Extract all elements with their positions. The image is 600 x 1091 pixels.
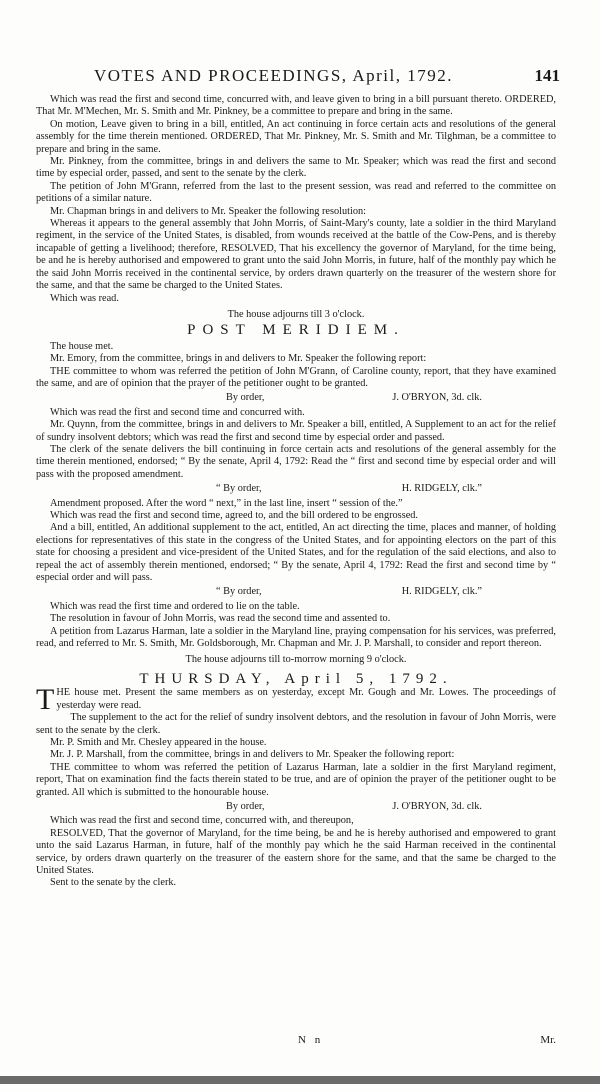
section-heading-post-meridiem: POST MERIDIEM. bbox=[187, 322, 405, 339]
catchword: Mr. bbox=[540, 1034, 556, 1046]
bottom-edge-shadow bbox=[0, 1076, 600, 1084]
report-paragraph: THE committee to whom was referred the petition of John M'Grann, of Caroline county, report, that they have examined the same, and are of opinion that the prayer of the petitioner ought to be granted. bbox=[36, 365, 556, 389]
paragraph: The resolution in favour of John Morris, was read the second time and assented to. bbox=[50, 613, 391, 625]
paragraph: Which was read. bbox=[50, 292, 119, 304]
signature-line bbox=[36, 586, 556, 598]
by-order-label: “ By order, bbox=[216, 483, 262, 495]
paragraph: Mr. J. P. Marshall, from the committee, brings in and delivers to Mr. Speaker the following report: bbox=[50, 749, 455, 761]
paragraph: The house met. bbox=[50, 340, 114, 352]
page-header bbox=[60, 66, 560, 88]
paragraph: The clerk of the senate delivers the bill continuing in force certain acts and resolutions of the general assembly for the time therein mentioned, endorsed; “ By the senate, April 4, 1792: Read the “ first and second time by especial order and will pass with the proposed amendment. bbox=[36, 443, 556, 480]
paragraph: Which was read the first time and ordered to lie on the table. bbox=[50, 600, 300, 612]
paragraph: Mr. Pinkney, from the committee, brings in and delivers the same to Mr. Speaker; which was read the first and second time by especial order, passed, and sent to the senate by the clerk. bbox=[36, 156, 556, 180]
paragraph: A petition from Lazarus Harman, late a soldier in the Maryland line, praying compensation for his services, was preferred, read, and referred to Mr. S. Smith, Mr. Goldsborough, Mr. Chapman and Mr. J. P. Marshall, to consider and report thereon. bbox=[36, 625, 556, 650]
clerk-name: J. O'BRYON, 3d. clk. bbox=[392, 392, 482, 404]
paragraph: And a bill, entitled, An additional supplement to the act, entitled, An act directing the time, places and manner, of holding elections for representatives of this state in the congress of the United States, and for appointing electors on the part of this state for choosing a president and vice-president of the United States, and for the regulation of the said elections, and also to repeal the act of assembly therein mentioned, endorsed; “ By the senate, April 4, 1792: Read the first and second time by “ especial order and will pass. bbox=[36, 522, 556, 584]
paragraph: Which was read the first and second time, agreed to, and the bill ordered to be engrossed. bbox=[50, 510, 418, 521]
paragraph: Mr. P. Smith and Mr. Chesley appeared in the house. bbox=[50, 736, 267, 748]
clerk-name: H. RIDGELY, clk.” bbox=[401, 483, 482, 495]
paragraph: Amendment proposed. After the word “ next,” in the last line, insert “ session of the.” bbox=[50, 497, 403, 509]
adjournment-line: The house adjourns till to-morrow morning 9 o'clock. bbox=[185, 654, 407, 666]
report-paragraph: THE committee to whom was referred the petition of Lazarus Harman, late a soldier in the first Maryland regiment, report, That on examination find the facts therein stated to be true, and are of opinion the prayer of the petitioner ought to be granted. All which is submitted to the honourable house. bbox=[36, 761, 556, 798]
running-title: VOTES AND PROCEEDINGS, April, 1792. bbox=[94, 66, 453, 85]
paragraph: Which was read the first and second time, concurred with, and leave given to bring in a bill pursuant thereto. ORDERED, That Mr. M'Mechen, Mr. S. Smith and Mr. Pinkney, be a committee to prepare and bring in the same. bbox=[36, 94, 556, 118]
signature-line bbox=[36, 392, 556, 404]
opening-paragraph bbox=[36, 683, 556, 717]
drop-cap-letter: T bbox=[36, 683, 55, 717]
paragraph: Whereas it appears to the general assembly that John Morris, of Saint-Mary's county, late a soldier in the third Maryland regiment, in the service of the United States, is disabled, from wounds received at the battle of the Cow-Pens, and is thereby incapable of getting a livelihood; therefore, RESOLVED, That his excellency the governor of Maryland, for the time being, be and he is hereby authorised and empowered to grant unto the said John Morris, in future, half of the monthly pay which he the said John Morris received in the continental service, by orders drawn quarterly on the treasurer of the western shore for the same, and that the same be charged to the United States. bbox=[36, 218, 556, 292]
by-order-label: “ By order, bbox=[216, 586, 262, 598]
paragraph: Mr. Quynn, from the committee, brings in and delivers to Mr. Speaker a bill, entitled, A Supplement to an act for the relief of sundry insolvent debtors; which was read the first and second time by especial order and passed. bbox=[36, 419, 556, 443]
paragraph: Mr. Emory, from the committee, brings in and delivers to Mr. Speaker the following report: bbox=[50, 353, 427, 365]
paragraph: Sent to the senate by the clerk. bbox=[50, 877, 177, 889]
signature-mark: N n bbox=[298, 1034, 324, 1046]
section-heading-thursday: THURSDAY, April 5, 1792. bbox=[139, 670, 453, 687]
page-footer bbox=[36, 1034, 556, 1050]
paragraph: Which was read the first and second time and concurred with. bbox=[50, 406, 305, 418]
page-number: 141 bbox=[534, 66, 560, 85]
by-order-label: By order, bbox=[226, 800, 265, 812]
adjournment-line: The house adjourns till 3 o'clock. bbox=[227, 308, 365, 320]
signature-line bbox=[36, 483, 556, 495]
by-order-label: By order, bbox=[226, 392, 265, 404]
document-body bbox=[36, 94, 556, 890]
clerk-name: J. O'BRYON, 3d. clk. bbox=[392, 800, 482, 812]
paragraph: On motion, Leave given to bring in a bill, entitled, An act continuing in force certain acts and resolutions of the general assembly for the time therein mentioned. ORDERED, That Mr. Pinkney, Mr. S. Smith and Mr. Tilghman, be a committee to prepare and bring in the same. bbox=[36, 118, 556, 155]
paragraph: Which was read the first and second time, concurred with, and thereupon, bbox=[50, 815, 354, 827]
opening-paragraph-text: HE house met. Present the same members as on yesterday, except Mr. Gough and Mr. Lowes. The proceedings of yesterday were read. bbox=[56, 687, 556, 711]
paragraph: RESOLVED, That the governor of Maryland, for the time being, be and he is hereby authorised and empowered to grant unto the said Lazarus Harman, in future, half of the monthly pay which he the said Harman received in the continental service, by orders drawn quarterly on the treasurer of the eastern shore for the same, and that the same be charged to the United States. bbox=[36, 827, 556, 876]
signature-line bbox=[36, 801, 556, 813]
paragraph: Mr. Chapman brings in and delivers to Mr. Speaker the following resolution: bbox=[50, 205, 367, 217]
paragraph: The petition of John M'Grann, referred from the last to the present session, was read and referred to the committee on petitions of a similar nature. bbox=[36, 180, 556, 205]
clerk-name: H. RIDGELY, clk.” bbox=[401, 586, 482, 598]
paragraph: The supplement to the act for the relief of sundry insolvent debtors, and the resolution in favour of John Morris, were sent to the senate by the clerk. bbox=[36, 712, 556, 736]
